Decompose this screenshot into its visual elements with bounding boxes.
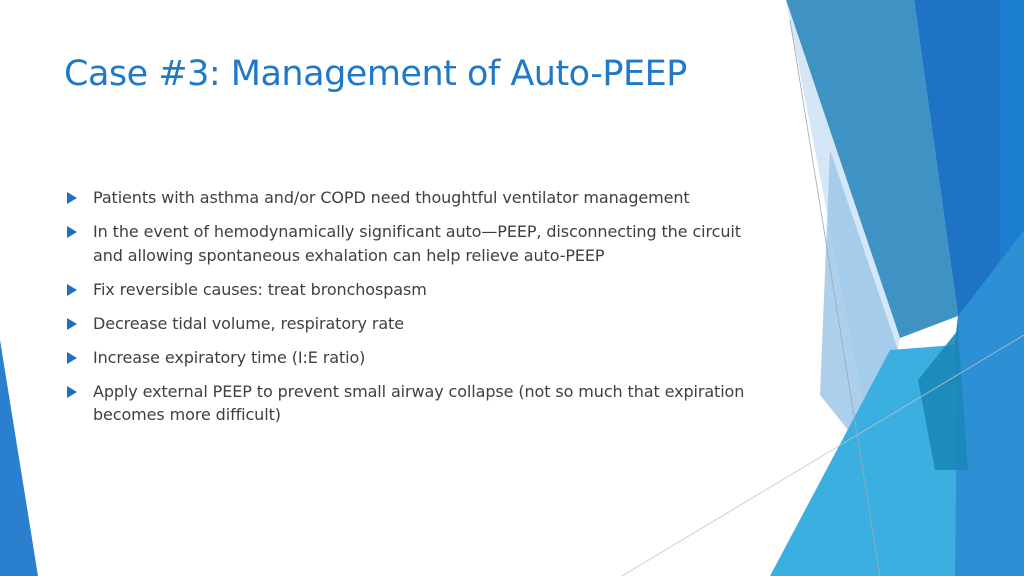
bullet-text: Decrease tidal volume, respiratory rate — [93, 313, 404, 333]
list-item — [64, 312, 764, 336]
triangle-bullet-icon — [67, 386, 77, 398]
slide-title: Case #3: Management of Auto-PEEP — [64, 54, 687, 94]
bullet-text: Patients with asthma and/or COPD need thoughtful ventilator management — [93, 188, 690, 207]
triangle-bullet-icon — [67, 284, 77, 296]
list-item — [64, 380, 764, 427]
list-item — [64, 186, 764, 210]
bullet-list — [64, 186, 764, 437]
list-item — [64, 220, 764, 267]
bullet-text: Fix reversible causes: treat bronchospasm — [93, 279, 427, 299]
bullet-text: Increase expiratory time (I:E ratio) — [93, 347, 366, 367]
left-edge-shape — [0, 340, 38, 576]
bullet-text: Apply external PEEP to prevent small airway collapse (not so much that expiration becomes more difficult) — [93, 381, 745, 424]
triangle-bullet-icon — [67, 318, 77, 330]
list-item — [64, 278, 764, 302]
triangle-bullet-icon — [67, 352, 77, 364]
list-item — [64, 346, 764, 370]
triangle-bullet-icon — [67, 226, 77, 238]
bullet-text: In the event of hemodynamically significant auto—PEEP, disconnecting the circuit and allowing spontaneous exhalation can help relieve auto-PEEP — [93, 222, 741, 265]
triangle-bullet-icon — [67, 192, 77, 204]
